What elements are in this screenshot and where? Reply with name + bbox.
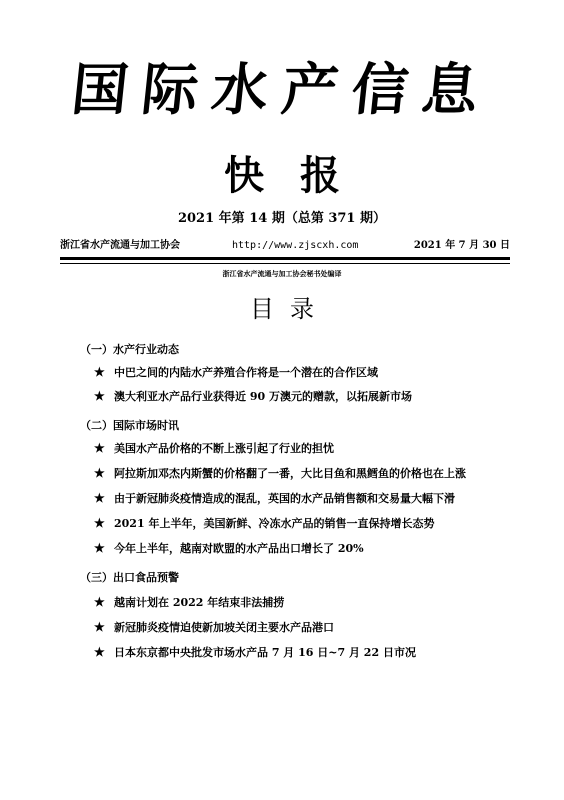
issue-number: 2021 年第 14 期（总第 371 期） (177, 211, 387, 226)
star-icon: ★ (94, 441, 105, 455)
star-icon: ★ (94, 466, 105, 480)
publication-meta-row (60, 238, 510, 254)
section-heading-market-news: （二）国际市场时讯 (80, 419, 179, 432)
toc-item-label: 中巴之间的内陆水产养殖合作将是一个潜在的合作区域 (114, 366, 378, 379)
toc-item-label: 阿拉斯加邓杰内斯蟹的价格翻了一番，大比目鱼和黑鳕鱼的价格也在上涨 (114, 467, 466, 480)
website-link[interactable]: http://www.zjscxh.com (232, 240, 359, 251)
toc-item[interactable] (94, 440, 534, 457)
header-divider-thick (60, 257, 510, 260)
toc-item-label: 2021 年上半年，美国新鲜、冷冻水产品的销售一直保持增长态势 (114, 517, 435, 530)
star-icon: ★ (94, 491, 105, 505)
star-icon: ★ (94, 541, 105, 555)
toc-item[interactable] (94, 644, 534, 661)
editor-credit: 浙江省水产流通与加工协会秘书处编译 (222, 269, 342, 278)
section-heading-export-alerts: （三）出口食品预警 (80, 571, 179, 584)
toc-item-label: 新冠肺炎疫情迫使新加坡关闭主要水产品港口 (114, 621, 334, 634)
toc-item[interactable] (94, 388, 534, 405)
toc-item[interactable] (94, 465, 534, 482)
star-icon: ★ (94, 645, 105, 659)
toc-item[interactable] (94, 594, 534, 611)
toc-item-label: 澳大利亚水产品行业获得近 90 万澳元的赠款，以拓展新市场 (114, 390, 412, 403)
toc-item[interactable] (94, 515, 534, 532)
toc-item[interactable] (94, 540, 534, 557)
section-heading-industry-news: （一）水产行业动态 (80, 343, 179, 356)
star-icon: ★ (94, 595, 105, 609)
bulletin-subtitle: 快报 (224, 152, 376, 199)
masthead-title: 国际水产信息 (68, 57, 496, 123)
toc-item[interactable] (94, 364, 534, 381)
star-icon: ★ (94, 365, 105, 379)
publication-date: 2021 年 7 月 30 日 (413, 240, 510, 251)
header-divider-thin (60, 263, 510, 264)
publisher-name: 浙江省水产流通与加工协会 (60, 240, 180, 251)
star-icon: ★ (94, 389, 105, 403)
toc-item-label: 今年上半年，越南对欧盟的水产品出口增长了 20% (114, 542, 364, 555)
toc-title: 目录 (250, 295, 330, 323)
toc-item[interactable] (94, 619, 534, 636)
toc-item-label: 越南计划在 2022 年结束非法捕捞 (114, 596, 285, 609)
toc-item-label: 由于新冠肺炎疫情造成的混乱，英国的水产品销售额和交易量大幅下滑 (114, 492, 455, 505)
star-icon: ★ (94, 516, 105, 530)
toc-item[interactable] (94, 490, 534, 507)
toc-item-label: 日本东京都中央批发市场水产品 7 月 16 日~7 月 22 日市况 (114, 646, 416, 659)
toc-item-label: 美国水产品价格的不断上涨引起了行业的担忧 (114, 442, 334, 455)
star-icon: ★ (94, 620, 105, 634)
